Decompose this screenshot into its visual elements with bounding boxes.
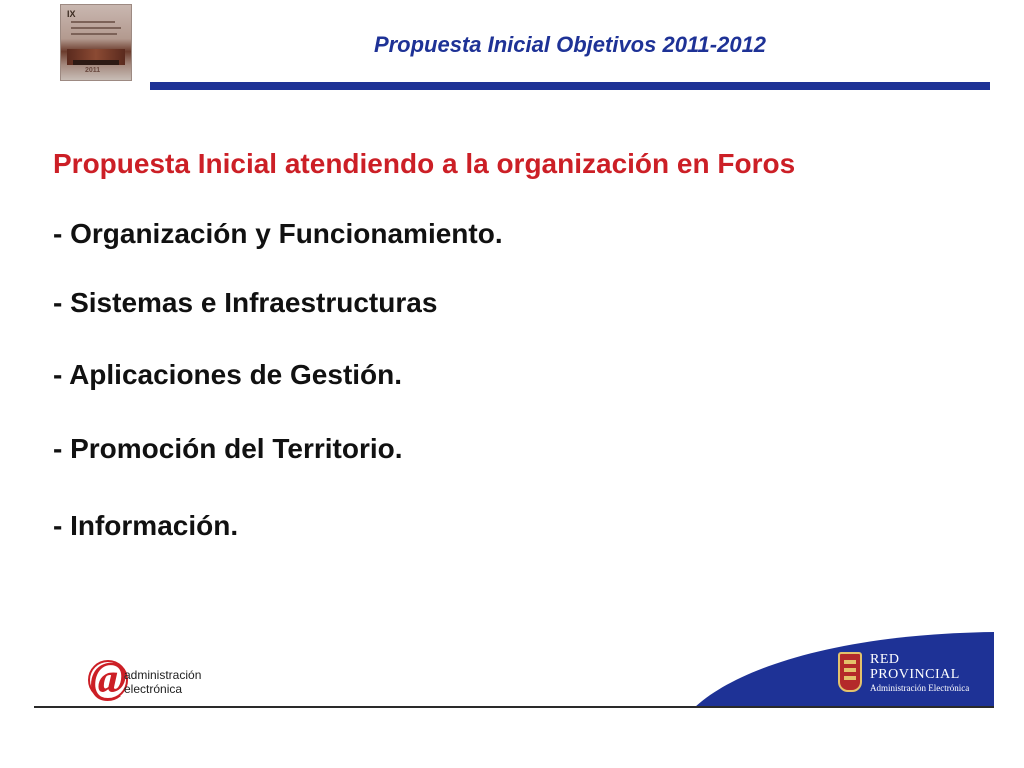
logo-text-line1: administración [124, 668, 202, 682]
list-item-aplicaciones: - Aplicaciones de Gestión. [53, 359, 403, 390]
cover-year: 2011 [85, 67, 101, 74]
cover-label: IX [67, 9, 76, 19]
red-provincial-logo [694, 630, 994, 708]
cover-text-line [71, 33, 117, 35]
at-symbol-icon: @ [90, 653, 127, 702]
cover-table-image [73, 60, 119, 65]
red-provincial-line1: RED [870, 652, 900, 667]
coat-of-arms-icon [838, 652, 862, 692]
footer-divider [34, 706, 994, 708]
logo-text-line2: electrónica [124, 682, 183, 696]
conference-cover-thumbnail [60, 4, 132, 81]
list-item-sistemas: - Sistemas e Infraestructuras [53, 287, 438, 318]
header-divider [150, 82, 990, 90]
cover-text-line [71, 27, 121, 29]
red-provincial-subtitle: Administración Electrónica [870, 683, 970, 693]
cover-text-line [71, 21, 115, 23]
red-provincial-line2: PROVINCIAL [870, 667, 960, 682]
list-item-informacion: - Información. [53, 510, 239, 541]
list-item-organizacion: - Organización y Funcionamiento. [53, 218, 503, 249]
list-item-promocion: - Promoción del Territorio. [53, 433, 403, 464]
slide-header-title: Propuesta Inicial Objetivos 2011-2012 [373, 32, 767, 57]
administracion-electronica-logo [88, 653, 258, 704]
section-heading: Propuesta Inicial atendiendo a la organización en Foros [53, 148, 796, 179]
